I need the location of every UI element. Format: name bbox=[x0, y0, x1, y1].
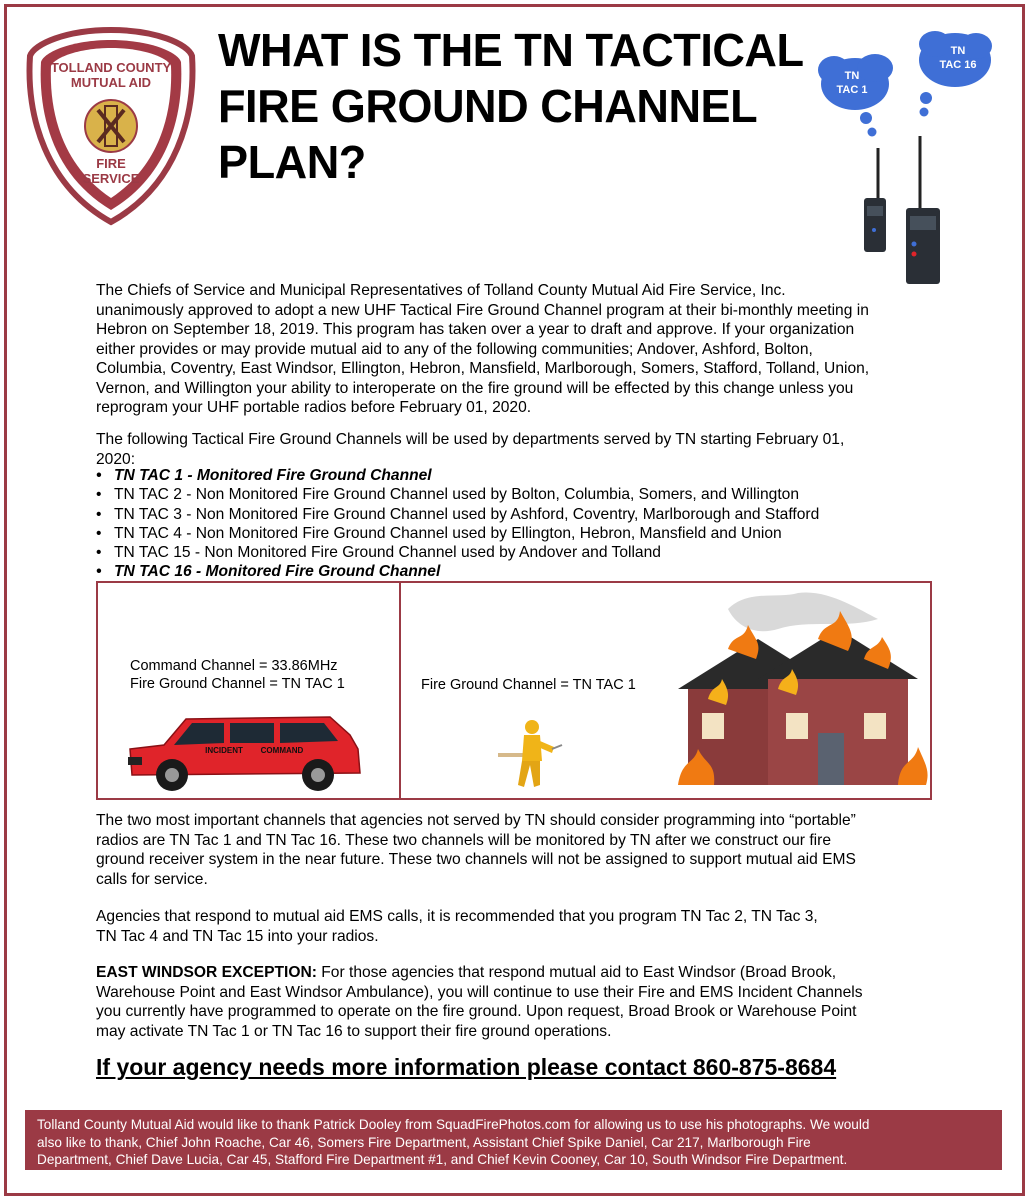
contact-line: If your agency needs more information please contact 860-875-8684 bbox=[96, 1054, 837, 1080]
page-title bbox=[218, 22, 806, 190]
exception-line1-rest: For those agencies that respond mutual aid to East Windsor (Broad Brook, bbox=[316, 964, 837, 981]
important-line: The two most important channels that agencies not served by TN should consider programming into “portable” bbox=[96, 812, 856, 829]
important-line: calls for service. bbox=[96, 870, 208, 888]
intro-line: Columbia, Coventry, East Windsor, Ellington, Hebron, Mansfield, Marlborough, Somers, Stafford, Tolland, Union, bbox=[96, 360, 870, 377]
intro-line: reprogram your UHF portable radios before February 01, 2020. bbox=[96, 399, 532, 416]
bubble-tac16 bbox=[919, 31, 992, 117]
important-line: ground receiver system in the near future. These two channels will not be assigned to support mutual aid EMS bbox=[96, 851, 856, 868]
fire-ground-channel-right: Fire Ground Channel = TN TAC 1 bbox=[421, 677, 636, 693]
exception-line: Warehouse Point and East Windsor Ambulance), you will continue to use their Fire and EMS Incident Channels bbox=[96, 983, 863, 1001]
important-channels-paragraph bbox=[96, 811, 946, 889]
important-line: radios are TN Tac 1 and TN Tac 16. These two channels will be monitored by TN after we construct our fire bbox=[96, 831, 831, 849]
incident-command-vehicle bbox=[124, 701, 364, 793]
radio-left-icon bbox=[864, 148, 886, 252]
ems-line: TN Tac 4 and TN Tac 15 into your radios. bbox=[96, 927, 379, 945]
bubble-tac16-line1: TN bbox=[950, 45, 966, 57]
east-windsor-exception bbox=[96, 963, 946, 1041]
command-channel-text bbox=[130, 657, 345, 693]
bubble-tac1-line1: TN bbox=[844, 70, 860, 82]
title-line3: PLAN? bbox=[218, 136, 366, 188]
channel-item-tac4: • TN TAC 4 - Non Monitored Fire Ground Channel used by Ellington, Hebron, Mansfield and Union bbox=[94, 524, 944, 543]
acknowledgements-footer bbox=[25, 1110, 1002, 1170]
ems-line: Agencies that respond to mutual aid EMS calls, it is recommended that you program TN Tac 2, TN Tac 3, bbox=[96, 908, 818, 925]
mutual-aid-badge bbox=[26, 26, 196, 226]
bubble-tac16-line2: TAC 16 bbox=[939, 59, 977, 71]
badge-service-line2: SERVICE bbox=[82, 171, 140, 186]
ems-paragraph bbox=[96, 907, 946, 946]
channels-intro bbox=[96, 430, 946, 469]
channel-item-tac3: • TN TAC 3 - Non Monitored Fire Ground Channel used by Ashford, Coventry, Marlborough and Stafford bbox=[94, 505, 944, 524]
footer-line: Tolland County Mutual Aid would like to thank Patrick Dooley from SquadFirePhotos.com for allowing us to use his photographs. We would bbox=[37, 1117, 870, 1132]
badge-org-line2: MUTUAL AID bbox=[70, 75, 152, 90]
intro-line: Hebron on September 18, 2019. This program has taken over a year to draft and approve. If your organization bbox=[96, 321, 855, 338]
vehicle-text-command: COMMAND bbox=[260, 746, 304, 755]
channels-intro-line: The following Tactical Fire Ground Channels will be used by departments served by TN starting February 01, bbox=[96, 431, 845, 448]
radios-illustration bbox=[800, 18, 1000, 288]
intro-line: Vernon, and Willington your ability to interoperate on the fire ground will be effected by this change unless you bbox=[96, 379, 854, 397]
channel-item-tac1: • TN TAC 1 - Monitored Fire Ground Channel bbox=[94, 466, 944, 485]
exception-label: EAST WINDSOR EXCEPTION: bbox=[96, 964, 317, 981]
badge-service-line1: FIRE bbox=[96, 156, 126, 171]
exception-line: you currently have programmed to operate on the fire ground. Upon request, Broad Brook or Warehouse Point bbox=[96, 1003, 857, 1020]
bubble-tac1-line2: TAC 1 bbox=[836, 84, 868, 96]
intro-line: either provides or may provide mutual aid to any of the following communities; Andover, Ashford, Bolton, bbox=[96, 340, 813, 358]
vehicle-text-incident: INCIDENT bbox=[205, 746, 243, 755]
illustration-divider bbox=[399, 583, 401, 798]
badge-org-line1: TOLLAND COUNTY bbox=[50, 60, 172, 75]
intro-line: The Chiefs of Service and Municipal Representatives of Tolland County Mutual Aid Fire Service, Inc. bbox=[96, 282, 786, 299]
firefighter-icon bbox=[494, 717, 564, 793]
intro-line: unanimously approved to adopt a new UHF Tactical Fire Ground Channel program at their bi-monthly meeting in bbox=[96, 301, 869, 319]
bubble-tac1 bbox=[818, 54, 893, 137]
intro-paragraph bbox=[96, 281, 946, 418]
title-line1: WHAT IS THE TN TACTICAL bbox=[218, 24, 804, 76]
channel-item-tac2: • TN TAC 2 - Non Monitored Fire Ground Channel used by Bolton, Columbia, Somers, and Willington bbox=[94, 485, 944, 504]
footer-line: also like to thank, Chief John Roache, Car 46, Somers Fire Department, Assistant Chief Spike Daniel, Car 217, Marlborough Fire bbox=[37, 1134, 811, 1150]
channel-item-tac16: • TN TAC 16 - Monitored Fire Ground Channel bbox=[94, 562, 944, 581]
channel-list bbox=[94, 466, 944, 582]
title-line2: FIRE GROUND CHANNEL bbox=[218, 80, 758, 132]
exception-line bbox=[96, 963, 946, 983]
exception-line: may activate TN Tac 1 or TN Tac 16 to support their fire ground operations. bbox=[96, 1022, 612, 1040]
channel-item-tac15: • TN TAC 15 - Non Monitored Fire Ground Channel used by Andover and Tolland bbox=[94, 543, 944, 562]
fire-ground-channel-label: Fire Ground Channel = TN TAC 1 bbox=[130, 676, 345, 692]
channel-illustration bbox=[96, 581, 932, 800]
radio-right-icon bbox=[906, 136, 940, 284]
command-channel-label: Command Channel = 33.86MHz bbox=[130, 658, 338, 674]
burning-house-icon bbox=[668, 589, 930, 795]
footer-line: Department, Chief Dave Lucia, Car 45, Stafford Fire Department #1, and Chief Kevin Cooney, Car 10, South Windsor Fire Department. bbox=[37, 1152, 848, 1167]
channels-intro-line: 2020: bbox=[96, 450, 136, 468]
